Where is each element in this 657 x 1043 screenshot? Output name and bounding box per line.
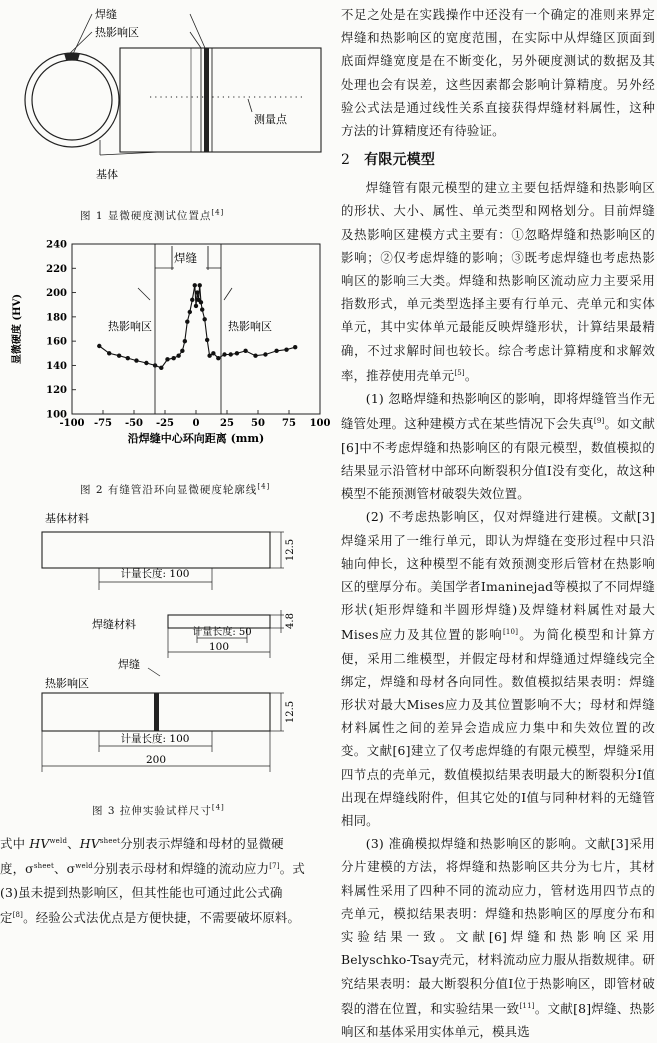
haz-weld-band	[154, 693, 159, 731]
hardness-data-point	[253, 354, 257, 358]
hardness-data-point	[107, 351, 111, 355]
hardness-data-point	[229, 352, 233, 356]
hardness-data-point	[176, 354, 180, 358]
hardness-data-point	[205, 338, 209, 342]
left-bottom-text: 式中 $HV^{weld}$、$HV^{sheet}$分别表示焊缝和母材的显微硬 度，$\sigma^{sheet}$、$\sigma^{weld}$分别表示母材和焊缝的流动应力[7]。式 (3)虽未提到热影响区，但其性能也可通过此公式确 定[8]。经验公式法优点是方便快捷，不需要破坏原料。	[0, 836, 305, 925]
base-specimen	[42, 532, 270, 568]
len-200: 200	[145, 754, 167, 766]
y-tick-label: 220	[46, 263, 67, 275]
chart-ylabel: 显微硬度 (HV)	[12, 293, 23, 365]
hardness-data-point	[222, 352, 226, 356]
y-tick-label: 120	[46, 385, 67, 397]
y-tick-label: 140	[46, 360, 67, 372]
fig1-label-weld: 焊缝	[95, 8, 117, 21]
hardness-data-point	[165, 357, 169, 361]
paragraph-4: (3) 准确模拟焊缝和热影响区的影响。文献[3]采用分片建模的方法，将焊缝和热影响区共分为七片，其材料属性采用了四种不同的流动应力，管材选用四节点的壳单元，模拟结果表明：焊缝和热影响区的厚度分布和实验结果一致。文献[6]焊缝和热影响区采用Belyschko-Tsay壳元，材料流动应力服从指数规律。研究结果表明：最大断裂积分值I位于热影响区，即管材破裂的潜在位置，和实验结果一致[11]。文献[8]焊缝、热影响区和基体采用实体单元，模具选	[341, 836, 655, 1040]
figure-2-chart	[0, 228, 330, 483]
hardness-data-point	[202, 317, 206, 321]
x-tick-label: -100	[59, 418, 85, 429]
hardness-data-point	[97, 344, 101, 348]
thick-4-8: 4.8	[285, 613, 296, 629]
hardness-data-point	[263, 352, 267, 356]
fig1-label-base: 基体	[96, 168, 118, 181]
sheet-weld-band	[204, 48, 209, 152]
fig1-caption: 图 1 显微硬度测试位置点[4]	[80, 208, 225, 222]
x-tick-label: -75	[93, 418, 113, 429]
hardness-data-point	[243, 349, 247, 353]
hardness-data-point	[144, 361, 148, 365]
hardness-data-point	[274, 349, 278, 353]
chart-label-weld: 焊缝	[174, 251, 197, 265]
paragraph-3: (2) 不考虑热影响区，仅对焊缝进行建模。文献[3]焊缝采用了一维行单元，即认为焊缝在变形过程中只沿轴向伸长，这种模型不能有效预测变形后管材在热影响区的壁厚分布。美国学者Imaninejad等模拟了不同焊缝形状(矩形焊缝和半圆形焊缝)及焊缝材料属性对最大Mises应力及其位置的影响[10]。为简化模型和计算方便，采用二维模型，并假定母材和焊缝通过焊缝线完全绑定，焊缝和母材各向同性。数值模拟结果表明：焊缝形状对最大Mises应力及其位置影响不大；母材和焊缝材料属性之间的差异会造成应力集中和失效位置的改变。文献[6]建立了仅考虑焊缝的有限元模型，焊缝采用四节点的壳单元，数值模拟结果表明最大的断裂积分I值出现在焊缝线附件，但其它处的I值与同种材料的无缝管相同。	[341, 509, 655, 829]
fig3-label-weld: 焊缝	[118, 658, 140, 671]
y-tick-label: 100	[46, 409, 67, 421]
fig3-label-haz: 热影响区	[45, 677, 89, 690]
section-heading: 2 有限元模型	[341, 152, 436, 169]
sheet-rect	[120, 48, 321, 152]
gauge-100-a: 计量长度: 100	[120, 568, 190, 580]
hardness-data-point	[284, 347, 288, 351]
y-tick-label: 180	[46, 312, 67, 324]
pipe-inner-circle	[32, 60, 112, 140]
y-tick-label: 160	[46, 336, 67, 348]
hardness-data-point	[211, 351, 215, 355]
thick-12-5-b: 12.5	[285, 700, 296, 724]
x-tick-label: -25	[155, 418, 175, 429]
hardness-data-point	[199, 300, 203, 304]
gauge-100-b: 计量长度: 100	[120, 733, 190, 745]
fig2-caption: 图 2 有缝管沿环向显微硬度轮廓线[4]	[80, 482, 271, 496]
paragraph-0: 不足之处是在实践操作中还没有一个确定的准则来界定焊缝和热影响区的宽度范围，在实际中从焊缝区顶面到底面焊缝宽度是在不断变化，另外硬度测试的数据及其处理也会有误差，这些因素都会影响计算精度。另外经验公式法是通过线性关系直接获得焊缝材料属性，这种方法的计算精度还有待验证。	[341, 7, 655, 139]
hardness-data-point	[134, 358, 138, 362]
x-tick-label: 100	[309, 418, 330, 429]
fig1-label-haz: 热影响区	[95, 26, 139, 39]
paragraph-2: (1) 忽略焊缝和热影响区的影响，即将焊缝管当作无缝管处理。这种建模方式在某些情况下会失真[9]。如文献[6]中不考虑焊缝和热影响区的有限元模型，数值模拟的结果显示沿管材中部环向断裂积分值I没有变化，故这种模型不能预测管材破裂失效位置。	[341, 391, 656, 502]
chart-xlabel: 沿焊缝中心环向距离 (mm)	[127, 432, 265, 445]
pipe-outer-circle	[25, 53, 119, 147]
hardness-data-point	[198, 283, 202, 287]
hardness-data-point	[180, 349, 184, 353]
right-column-text	[341, 3, 655, 1043]
x-tick-label: 50	[251, 418, 265, 429]
hardness-data-point	[194, 304, 198, 308]
figure-3	[0, 510, 330, 800]
figure-1	[0, 0, 330, 205]
paragraph-1: 焊缝管有限元模型的建立主要包括焊缝和热影响区的形状、大小、属性、单元类型和网格划分。目前焊缝及热影响区建模方式主要有：①忽略焊缝和热影响区的影响；②仅考虑焊缝的影响；③既考虑焊缝也考虑热影响区的影响三大类。焊缝和热影响区流动应力主要采用指数形式，单元类型选择主要有行单元、壳单元和实体单元，其中实体单元最能反映焊缝形状，计算结果最精确，不过求解时间也较长。综合考虑计算精度和求解效率，推荐使用壳单元[5]。	[341, 180, 655, 383]
hardness-data-point	[200, 307, 204, 311]
gauge-50: 计量长度: 50	[192, 627, 252, 638]
hardness-data-point	[193, 283, 197, 287]
x-tick-label: 75	[282, 418, 296, 429]
thick-12-5-a: 12.5	[285, 538, 296, 562]
x-tick-label: 25	[220, 418, 234, 429]
x-tick-label: -50	[124, 418, 144, 429]
x-tick-label: 0	[192, 418, 200, 429]
fig3-label-base-material: 基体材料	[45, 512, 89, 525]
hardness-data-point	[207, 354, 211, 358]
hardness-data-point	[117, 354, 121, 358]
hardness-data-point	[216, 356, 220, 360]
chart-label-haz-right: 热影响区	[228, 320, 272, 333]
y-tick-label: 200	[46, 288, 67, 300]
hardness-data-point	[195, 290, 199, 294]
hardness-data-point	[190, 298, 194, 302]
fig1-label-point: 测量点	[254, 113, 287, 126]
hardness-data-point	[126, 356, 130, 360]
hardness-data-point	[185, 320, 189, 324]
hardness-data-point	[159, 366, 163, 370]
chart-label-haz-left: 热影响区	[108, 320, 152, 333]
y-tick-label: 240	[46, 239, 67, 251]
hardness-data-point	[188, 310, 192, 314]
hardness-data-point	[171, 356, 175, 360]
fig3-caption: 图 3 拉伸实验试样尺寸[4]	[92, 803, 225, 817]
hardness-data-point	[183, 339, 187, 343]
hardness-data-point	[235, 351, 239, 355]
hardness-data-point	[293, 345, 297, 349]
fig3-label-weld-material: 焊缝材料	[92, 618, 136, 631]
len-100-weld: 100	[208, 641, 230, 653]
